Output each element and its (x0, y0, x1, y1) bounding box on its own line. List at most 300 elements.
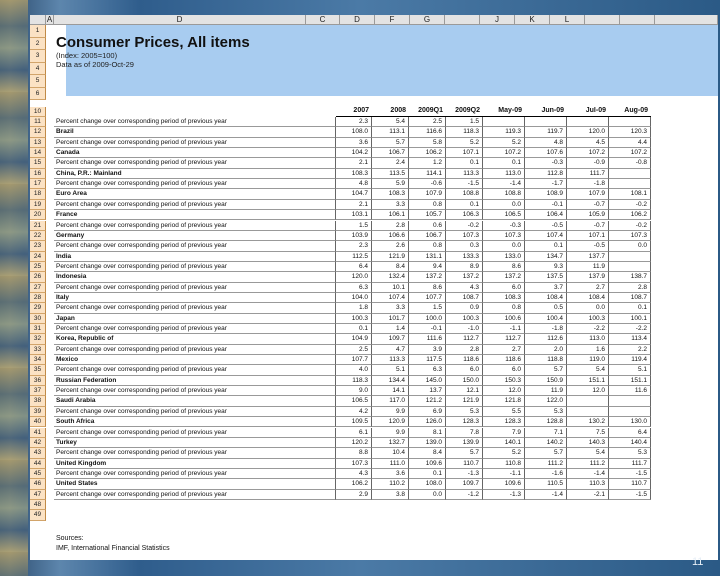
value-cell[interactable]: 137.2 (446, 272, 483, 282)
value-cell[interactable]: 10.4 (372, 448, 409, 458)
value-cell[interactable]: 120.0 (336, 272, 372, 282)
value-cell[interactable]: -1.5 (609, 469, 651, 479)
value-cell[interactable]: -0.5 (525, 221, 567, 231)
row-header[interactable]: 39 (30, 407, 46, 417)
value-cell[interactable]: 138.7 (609, 272, 651, 282)
row-header[interactable]: 49 (30, 510, 46, 520)
column-header[interactable] (655, 15, 718, 25)
value-cell[interactable]: 121.2 (409, 396, 446, 406)
value-cell[interactable]: 0.0 (409, 490, 446, 500)
column-header[interactable]: D (340, 15, 375, 25)
value-cell[interactable]: 105.7 (409, 210, 446, 220)
value-cell[interactable]: -1.2 (446, 490, 483, 500)
value-cell[interactable]: 107.7 (409, 293, 446, 303)
value-cell[interactable] (609, 179, 651, 189)
value-cell[interactable]: 111.7 (609, 459, 651, 469)
value-cell[interactable]: 139.0 (409, 438, 446, 448)
value-cell[interactable]: -1.3 (446, 469, 483, 479)
value-cell[interactable]: 128.8 (525, 417, 567, 427)
value-cell[interactable]: 107.4 (372, 293, 409, 303)
value-cell[interactable]: 107.1 (567, 231, 609, 241)
value-cell[interactable]: 112.7 (446, 334, 483, 344)
row-header[interactable]: 24 (30, 252, 46, 262)
value-cell[interactable]: 140.4 (609, 438, 651, 448)
row-header[interactable]: 44 (30, 459, 46, 469)
value-cell[interactable]: 2.8 (372, 221, 409, 231)
value-cell[interactable] (609, 396, 651, 406)
value-cell[interactable]: 108.7 (609, 293, 651, 303)
value-cell[interactable]: 7.9 (483, 428, 525, 438)
value-cell[interactable]: 150.9 (525, 376, 567, 386)
value-cell[interactable]: 107.2 (567, 148, 609, 158)
value-cell[interactable]: 0.1 (483, 158, 525, 168)
value-cell[interactable]: -0.9 (567, 158, 609, 168)
value-cell[interactable]: 4.5 (567, 138, 609, 148)
value-cell[interactable]: 133.3 (446, 252, 483, 262)
value-cell[interactable]: 107.1 (446, 148, 483, 158)
row-header[interactable]: 5 (30, 75, 46, 88)
value-cell[interactable]: 104.2 (336, 148, 372, 158)
value-cell[interactable] (483, 117, 525, 127)
row-header[interactable]: 13 (30, 138, 46, 148)
value-cell[interactable]: 2.3 (336, 117, 372, 127)
value-cell[interactable]: 119.3 (483, 127, 525, 137)
value-cell[interactable]: 5.4 (372, 117, 409, 127)
value-cell[interactable]: 0.9 (446, 303, 483, 313)
value-cell[interactable]: 2.9 (336, 490, 372, 500)
value-cell[interactable]: 4.7 (372, 345, 409, 355)
value-cell[interactable]: 2.7 (483, 345, 525, 355)
value-cell[interactable]: -1.4 (525, 490, 567, 500)
value-cell[interactable]: 130.2 (567, 417, 609, 427)
value-cell[interactable]: 107.3 (336, 459, 372, 469)
row-header[interactable]: 2 (30, 38, 46, 51)
value-cell[interactable]: -1.7 (525, 179, 567, 189)
row-header[interactable]: 38 (30, 396, 46, 406)
value-cell[interactable]: 3.9 (409, 345, 446, 355)
value-cell[interactable]: 111.2 (567, 459, 609, 469)
value-cell[interactable]: -1.5 (446, 179, 483, 189)
value-cell[interactable]: 100.3 (336, 314, 372, 324)
value-cell[interactable]: 111.6 (409, 334, 446, 344)
value-cell[interactable]: 5.7 (446, 448, 483, 458)
row-header[interactable]: 12 (30, 127, 46, 137)
row-header[interactable]: 15 (30, 158, 46, 168)
value-cell[interactable]: 2.1 (336, 158, 372, 168)
value-cell[interactable]: 105.9 (567, 210, 609, 220)
value-cell[interactable]: 1.2 (409, 158, 446, 168)
value-cell[interactable]: 106.1 (372, 210, 409, 220)
value-cell[interactable]: 8.4 (372, 262, 409, 272)
value-cell[interactable]: 5.8 (409, 138, 446, 148)
value-cell[interactable] (525, 117, 567, 127)
value-cell[interactable]: 5.3 (609, 448, 651, 458)
value-cell[interactable]: 6.0 (483, 365, 525, 375)
value-cell[interactable]: 119.7 (525, 127, 567, 137)
value-cell[interactable]: 108.4 (525, 293, 567, 303)
value-cell[interactable]: 113.3 (372, 355, 409, 365)
value-cell[interactable]: 0.0 (567, 303, 609, 313)
value-cell[interactable]: 1.5 (336, 221, 372, 231)
value-cell[interactable]: 113.0 (567, 334, 609, 344)
value-cell[interactable]: 100.1 (609, 314, 651, 324)
value-cell[interactable]: -1.4 (567, 469, 609, 479)
value-cell[interactable]: 7.8 (446, 428, 483, 438)
value-cell[interactable]: 0.8 (409, 200, 446, 210)
value-cell[interactable]: 132.7 (372, 438, 409, 448)
value-cell[interactable]: 1.5 (446, 117, 483, 127)
value-cell[interactable]: 14.1 (372, 386, 409, 396)
value-cell[interactable]: -0.7 (567, 221, 609, 231)
row-header[interactable]: 47 (30, 490, 46, 500)
value-cell[interactable]: 6.4 (336, 262, 372, 272)
value-cell[interactable]: 130.0 (609, 417, 651, 427)
value-cell[interactable]: 1.8 (336, 303, 372, 313)
row-header[interactable]: 31 (30, 324, 46, 334)
value-cell[interactable] (609, 252, 651, 262)
value-cell[interactable]: 9.3 (525, 262, 567, 272)
value-cell[interactable]: 5.5 (483, 407, 525, 417)
value-cell[interactable]: 137.5 (525, 272, 567, 282)
value-cell[interactable]: 100.6 (483, 314, 525, 324)
row-header[interactable]: 36 (30, 376, 46, 386)
value-cell[interactable]: 8.6 (483, 262, 525, 272)
value-cell[interactable]: 104.0 (336, 293, 372, 303)
value-cell[interactable]: 12.0 (483, 386, 525, 396)
value-cell[interactable]: 9.0 (336, 386, 372, 396)
value-cell[interactable]: 6.3 (409, 365, 446, 375)
value-cell[interactable]: -2.2 (567, 324, 609, 334)
value-cell[interactable]: 120.3 (609, 127, 651, 137)
value-cell[interactable]: -0.1 (525, 200, 567, 210)
value-cell[interactable]: 2.5 (336, 345, 372, 355)
row-header[interactable]: 19 (30, 200, 46, 210)
row-header[interactable]: 40 (30, 417, 46, 427)
value-cell[interactable]: 108.3 (483, 293, 525, 303)
row-header[interactable]: 27 (30, 283, 46, 293)
value-cell[interactable]: -1.3 (483, 490, 525, 500)
value-cell[interactable]: 132.4 (372, 272, 409, 282)
value-cell[interactable]: 106.2 (609, 210, 651, 220)
value-cell[interactable]: 6.0 (483, 283, 525, 293)
value-cell[interactable]: 106.3 (446, 210, 483, 220)
value-cell[interactable]: 13.7 (409, 386, 446, 396)
value-cell[interactable]: 2.1 (336, 200, 372, 210)
value-cell[interactable]: 0.1 (525, 241, 567, 251)
row-header[interactable]: 32 (30, 334, 46, 344)
value-cell[interactable]: 128.3 (483, 417, 525, 427)
value-cell[interactable]: 10.1 (372, 283, 409, 293)
value-cell[interactable]: 150.3 (483, 376, 525, 386)
value-cell[interactable]: 7.1 (525, 428, 567, 438)
value-cell[interactable]: 108.1 (609, 189, 651, 199)
spreadsheet[interactable] (30, 15, 718, 560)
value-cell[interactable]: -0.2 (609, 200, 651, 210)
column-header[interactable]: K (515, 15, 550, 25)
value-cell[interactable]: 0.3 (446, 241, 483, 251)
value-cell[interactable]: -0.1 (409, 324, 446, 334)
value-cell[interactable] (609, 407, 651, 417)
value-cell[interactable]: 0.0 (483, 241, 525, 251)
value-cell[interactable]: -2.2 (609, 324, 651, 334)
value-cell[interactable]: 108.8 (483, 189, 525, 199)
value-cell[interactable]: 0.1 (336, 324, 372, 334)
value-cell[interactable]: 2.8 (446, 345, 483, 355)
value-cell[interactable]: 100.0 (409, 314, 446, 324)
value-cell[interactable]: -0.3 (525, 158, 567, 168)
value-cell[interactable]: 107.3 (483, 231, 525, 241)
row-header[interactable]: 17 (30, 179, 46, 189)
value-cell[interactable]: 150.0 (446, 376, 483, 386)
value-cell[interactable]: 5.9 (372, 179, 409, 189)
value-cell[interactable] (567, 117, 609, 127)
value-cell[interactable]: 5.7 (372, 138, 409, 148)
row-header[interactable]: 14 (30, 148, 46, 158)
value-cell[interactable]: 119.0 (567, 355, 609, 365)
value-cell[interactable]: 0.0 (483, 200, 525, 210)
column-header[interactable] (445, 15, 480, 25)
value-cell[interactable]: 4.8 (336, 179, 372, 189)
row-header[interactable]: 10 (30, 107, 46, 117)
value-cell[interactable]: 107.7 (336, 355, 372, 365)
value-cell[interactable]: 6.9 (409, 407, 446, 417)
row-header[interactable]: 35 (30, 365, 46, 375)
value-cell[interactable]: 104.9 (336, 334, 372, 344)
row-header[interactable]: 25 (30, 262, 46, 272)
value-cell[interactable]: 11.9 (525, 386, 567, 396)
value-cell[interactable]: -0.7 (567, 200, 609, 210)
value-cell[interactable]: 107.9 (567, 189, 609, 199)
value-cell[interactable]: 107.2 (483, 148, 525, 158)
value-cell[interactable]: 110.7 (609, 479, 651, 489)
row-header[interactable]: 1 (30, 25, 46, 38)
value-cell[interactable]: -0.8 (609, 158, 651, 168)
column-header[interactable]: C (306, 15, 340, 25)
value-cell[interactable]: 0.1 (446, 200, 483, 210)
value-cell[interactable]: 8.4 (409, 448, 446, 458)
value-cell[interactable]: 106.2 (409, 148, 446, 158)
value-cell[interactable]: 137.7 (567, 252, 609, 262)
value-cell[interactable]: 121.9 (446, 396, 483, 406)
value-cell[interactable]: 118.8 (525, 355, 567, 365)
value-cell[interactable]: 5.3 (446, 407, 483, 417)
value-cell[interactable]: 107.3 (609, 231, 651, 241)
value-cell[interactable]: 8.9 (446, 262, 483, 272)
row-header[interactable]: 46 (30, 479, 46, 489)
row-header[interactable]: 45 (30, 469, 46, 479)
value-cell[interactable]: 5.2 (483, 138, 525, 148)
value-cell[interactable]: 120.2 (336, 438, 372, 448)
value-cell[interactable]: 106.7 (372, 148, 409, 158)
value-cell[interactable]: 5.4 (567, 448, 609, 458)
value-cell[interactable]: 108.3 (372, 189, 409, 199)
value-cell[interactable]: 108.9 (525, 189, 567, 199)
value-cell[interactable]: 111.2 (525, 459, 567, 469)
row-header[interactable]: 29 (30, 303, 46, 313)
value-cell[interactable]: 113.0 (483, 169, 525, 179)
value-cell[interactable]: 5.1 (609, 365, 651, 375)
value-cell[interactable]: 113.5 (372, 169, 409, 179)
value-cell[interactable]: 2.0 (525, 345, 567, 355)
value-cell[interactable]: 121.8 (483, 396, 525, 406)
value-cell[interactable]: 103.9 (336, 231, 372, 241)
value-cell[interactable]: 151.1 (567, 376, 609, 386)
row-header[interactable]: 4 (30, 63, 46, 76)
value-cell[interactable]: 11.6 (609, 386, 651, 396)
value-cell[interactable]: 108.0 (409, 479, 446, 489)
row-header[interactable]: 16 (30, 169, 46, 179)
value-cell[interactable]: 108.0 (336, 127, 372, 137)
value-cell[interactable]: 3.8 (372, 490, 409, 500)
value-cell[interactable]: 6.0 (446, 365, 483, 375)
value-cell[interactable]: 134.7 (525, 252, 567, 262)
value-cell[interactable]: 2.7 (567, 283, 609, 293)
value-cell[interactable]: 100.3 (567, 314, 609, 324)
value-cell[interactable]: 8.8 (336, 448, 372, 458)
value-cell[interactable]: 151.1 (609, 376, 651, 386)
value-cell[interactable]: 128.3 (446, 417, 483, 427)
row-header[interactable]: 37 (30, 386, 46, 396)
row-header[interactable]: 20 (30, 210, 46, 220)
value-cell[interactable]: 116.6 (409, 127, 446, 137)
value-cell[interactable]: -1.6 (525, 469, 567, 479)
value-cell[interactable]: 133.0 (483, 252, 525, 262)
value-cell[interactable]: 137.9 (567, 272, 609, 282)
value-cell[interactable]: 9.9 (372, 428, 409, 438)
value-cell[interactable]: 12.1 (446, 386, 483, 396)
value-cell[interactable]: 4.4 (609, 138, 651, 148)
value-cell[interactable]: 113.1 (372, 127, 409, 137)
column-header[interactable]: D (54, 15, 306, 25)
value-cell[interactable]: 113.3 (446, 169, 483, 179)
value-cell[interactable]: 6.3 (336, 283, 372, 293)
value-cell[interactable]: 109.6 (409, 459, 446, 469)
row-header[interactable]: 21 (30, 221, 46, 231)
value-cell[interactable]: 4.0 (336, 365, 372, 375)
value-cell[interactable]: 7.5 (567, 428, 609, 438)
value-cell[interactable]: 106.4 (525, 210, 567, 220)
value-cell[interactable]: 104.7 (336, 189, 372, 199)
value-cell[interactable]: 108.4 (567, 293, 609, 303)
value-cell[interactable]: 107.6 (525, 148, 567, 158)
column-header[interactable]: L (550, 15, 585, 25)
row-header[interactable]: 42 (30, 438, 46, 448)
value-cell[interactable]: 140.2 (525, 438, 567, 448)
value-cell[interactable] (609, 262, 651, 272)
value-cell[interactable]: 5.3 (525, 407, 567, 417)
value-cell[interactable]: 118.3 (446, 127, 483, 137)
value-cell[interactable]: 0.0 (609, 241, 651, 251)
value-cell[interactable]: 4.8 (525, 138, 567, 148)
value-cell[interactable]: 121.9 (372, 252, 409, 262)
value-cell[interactable]: 110.3 (567, 479, 609, 489)
value-cell[interactable]: 118.3 (336, 376, 372, 386)
row-header[interactable]: 26 (30, 272, 46, 282)
value-cell[interactable]: 4.2 (336, 407, 372, 417)
row-header[interactable]: 23 (30, 241, 46, 251)
value-cell[interactable]: 122.0 (525, 396, 567, 406)
value-cell[interactable]: 2.3 (336, 241, 372, 251)
row-header[interactable]: 41 (30, 428, 46, 438)
row-header[interactable]: 43 (30, 448, 46, 458)
value-cell[interactable]: 106.5 (483, 210, 525, 220)
value-cell[interactable]: 112.6 (525, 334, 567, 344)
value-cell[interactable]: 112.5 (336, 252, 372, 262)
value-cell[interactable]: 5.2 (446, 138, 483, 148)
value-cell[interactable]: 110.2 (372, 479, 409, 489)
value-cell[interactable]: 0.1 (446, 158, 483, 168)
value-cell[interactable]: 5.7 (525, 365, 567, 375)
value-cell[interactable]: 113.4 (609, 334, 651, 344)
value-cell[interactable]: 137.2 (483, 272, 525, 282)
value-cell[interactable]: 134.4 (372, 376, 409, 386)
value-cell[interactable]: 106.6 (372, 231, 409, 241)
value-cell[interactable]: 112.7 (483, 334, 525, 344)
value-cell[interactable]: 114.1 (409, 169, 446, 179)
value-cell[interactable]: 3.7 (525, 283, 567, 293)
row-header[interactable]: 6 (30, 88, 46, 101)
value-cell[interactable]: 108.8 (446, 189, 483, 199)
value-cell[interactable] (609, 117, 651, 127)
value-cell[interactable]: 140.3 (567, 438, 609, 448)
value-cell[interactable]: 106.2 (336, 479, 372, 489)
value-cell[interactable]: 106.7 (409, 231, 446, 241)
value-cell[interactable] (567, 407, 609, 417)
value-cell[interactable]: 8.6 (409, 283, 446, 293)
row-header[interactable]: 30 (30, 314, 46, 324)
value-cell[interactable]: 106.5 (336, 396, 372, 406)
value-cell[interactable]: -1.1 (483, 324, 525, 334)
value-cell[interactable]: 5.1 (372, 365, 409, 375)
value-cell[interactable]: -1.0 (446, 324, 483, 334)
value-cell[interactable]: 109.5 (336, 417, 372, 427)
value-cell[interactable]: 126.0 (409, 417, 446, 427)
value-cell[interactable]: 137.2 (409, 272, 446, 282)
row-header[interactable]: 22 (30, 231, 46, 241)
value-cell[interactable]: 0.6 (409, 221, 446, 231)
column-header[interactable] (585, 15, 620, 25)
value-cell[interactable]: -2.1 (567, 490, 609, 500)
row-header[interactable]: 28 (30, 293, 46, 303)
value-cell[interactable] (609, 169, 651, 179)
value-cell[interactable]: 117.0 (372, 396, 409, 406)
value-cell[interactable]: 131.1 (409, 252, 446, 262)
value-cell[interactable]: 103.1 (336, 210, 372, 220)
value-cell[interactable] (567, 396, 609, 406)
value-cell[interactable]: -0.3 (483, 221, 525, 231)
value-cell[interactable]: 8.1 (409, 428, 446, 438)
value-cell[interactable]: -0.6 (409, 179, 446, 189)
value-cell[interactable]: 3.3 (372, 303, 409, 313)
value-cell[interactable]: 2.5 (409, 117, 446, 127)
value-cell[interactable]: -1.8 (567, 179, 609, 189)
value-cell[interactable]: 107.9 (409, 189, 446, 199)
value-cell[interactable]: 117.5 (409, 355, 446, 365)
value-cell[interactable]: 1.4 (372, 324, 409, 334)
value-cell[interactable]: -1.1 (483, 469, 525, 479)
value-cell[interactable]: 109.7 (372, 334, 409, 344)
value-cell[interactable]: 5.2 (483, 448, 525, 458)
row-header[interactable]: 18 (30, 189, 46, 199)
value-cell[interactable]: 139.9 (446, 438, 483, 448)
value-cell[interactable]: -0.5 (567, 241, 609, 251)
value-cell[interactable]: 107.2 (609, 148, 651, 158)
value-cell[interactable]: 108.3 (336, 169, 372, 179)
value-cell[interactable]: 0.1 (409, 469, 446, 479)
value-cell[interactable]: 108.7 (446, 293, 483, 303)
value-cell[interactable]: 145.0 (409, 376, 446, 386)
value-cell[interactable]: 111.7 (567, 169, 609, 179)
